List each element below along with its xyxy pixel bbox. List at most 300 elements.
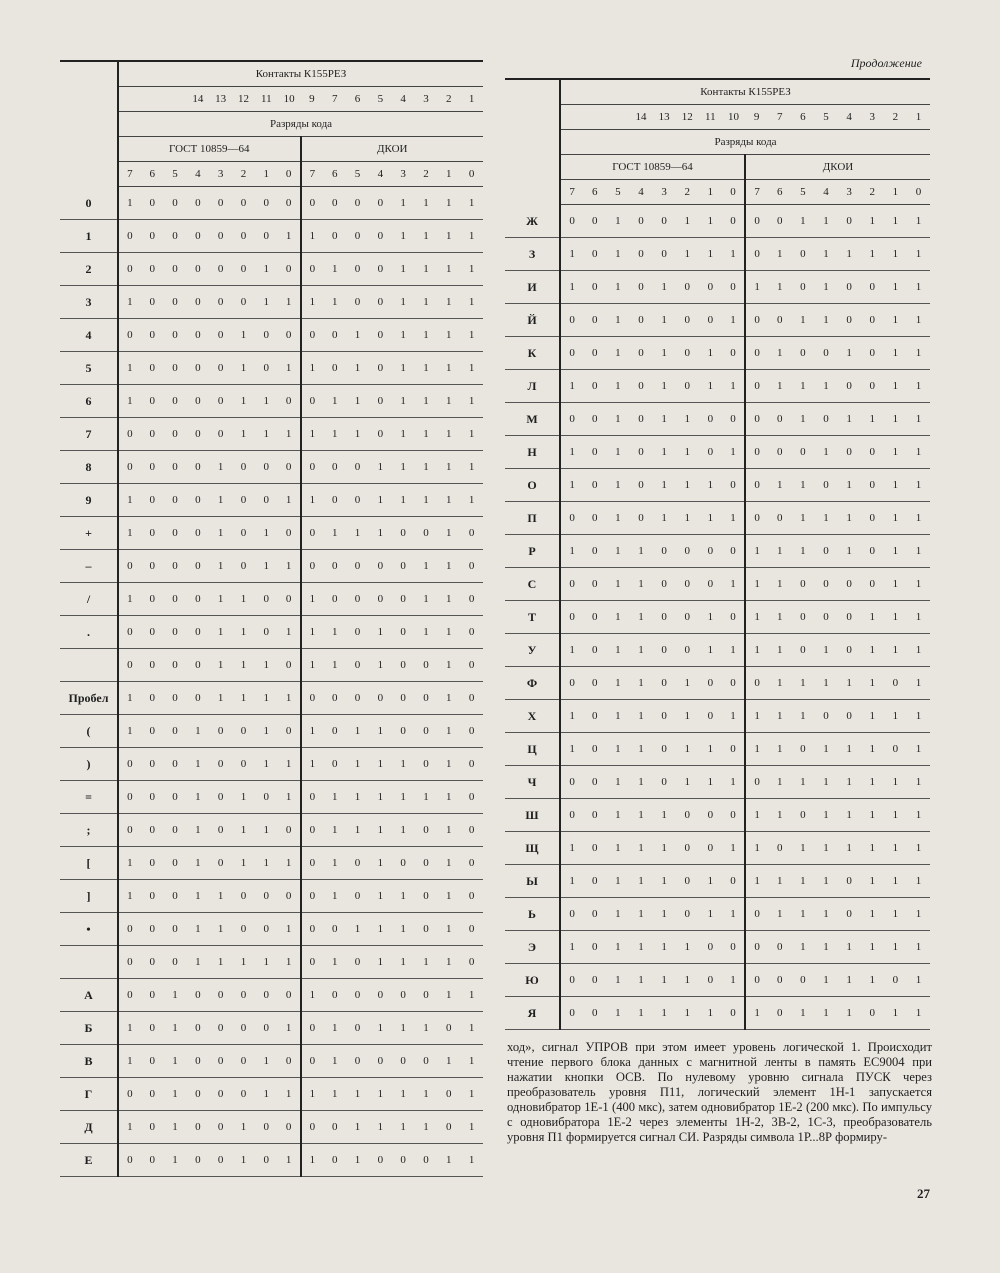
dkoi-bit: 0 — [460, 550, 483, 583]
contact-number: 7 — [768, 105, 791, 130]
gost-bit: 0 — [164, 319, 187, 352]
dkoi-bit: 1 — [907, 997, 930, 1030]
dkoi-bit: 0 — [814, 535, 837, 568]
dkoi-bit: 1 — [346, 418, 369, 451]
gost-bit: 1 — [209, 484, 232, 517]
header-blank — [505, 155, 560, 180]
digits-label: Разряды кода — [118, 112, 483, 137]
bit-number: 4 — [629, 180, 652, 205]
contact-number: 10 — [278, 87, 301, 112]
dkoi-bit: 1 — [415, 616, 438, 649]
dkoi-bit: 0 — [369, 682, 392, 715]
dkoi-bit: 0 — [392, 715, 415, 748]
dkoi-bit: 1 — [745, 601, 768, 634]
dkoi-bit: 0 — [301, 451, 324, 484]
dkoi-bit: 1 — [861, 205, 884, 238]
dkoi-bit: 0 — [460, 946, 483, 979]
row-symbol: ] — [60, 880, 118, 913]
gost-bit: 1 — [722, 766, 745, 799]
dkoi-bit: 0 — [415, 517, 438, 550]
gost-bit: 0 — [164, 385, 187, 418]
header-blank — [60, 87, 118, 112]
gost-bit: 0 — [629, 370, 652, 403]
dkoi-bit: 1 — [768, 370, 791, 403]
gost-bit: 0 — [164, 814, 187, 847]
contact-number: 9 — [745, 105, 768, 130]
table-row — [60, 616, 483, 649]
dkoi-bit: 0 — [323, 352, 346, 385]
gost-bit: 0 — [255, 451, 278, 484]
gost-bit: 0 — [186, 979, 209, 1012]
table-row — [60, 253, 483, 286]
gost-bit: 1 — [676, 700, 699, 733]
table-row — [505, 502, 930, 535]
row-symbol: Ш — [505, 799, 560, 832]
dkoi-bit: 0 — [346, 484, 369, 517]
dkoi-bit: 1 — [861, 733, 884, 766]
table-row — [60, 880, 483, 913]
dkoi-bit: 1 — [814, 997, 837, 1030]
gost-bit: 0 — [186, 682, 209, 715]
gost-bit: 0 — [629, 436, 652, 469]
gost-bit: 0 — [141, 682, 164, 715]
dkoi-bit: 0 — [791, 601, 814, 634]
gost-bit: 0 — [560, 667, 583, 700]
dkoi-bit: 1 — [415, 253, 438, 286]
dkoi-bit: 0 — [745, 931, 768, 964]
gost-bit: 1 — [209, 550, 232, 583]
gost-bit: 0 — [141, 1078, 164, 1111]
dkoi-bit: 0 — [346, 1012, 369, 1045]
dkoi-bit: 0 — [369, 1045, 392, 1078]
gost-bit: 1 — [629, 766, 652, 799]
row-symbol: Я — [505, 997, 560, 1030]
dkoi-bit: 1 — [301, 715, 324, 748]
gost-bit: 1 — [606, 271, 629, 304]
gost-bit: 1 — [209, 913, 232, 946]
gost-bit: 0 — [583, 634, 606, 667]
dkoi-bit: 1 — [392, 385, 415, 418]
gost-bit: 0 — [164, 946, 187, 979]
dkoi-bit: 1 — [768, 601, 791, 634]
gost-bit: 0 — [209, 847, 232, 880]
gost-bit: 0 — [629, 205, 652, 238]
gost-bit: 1 — [118, 484, 141, 517]
dkoi-bit: 1 — [791, 304, 814, 337]
gost-bit: 0 — [232, 1045, 255, 1078]
row-symbol: ) — [60, 748, 118, 781]
gost-bit: 0 — [232, 220, 255, 253]
dkoi-label: ДКОИ — [745, 155, 930, 180]
row-symbol — [60, 946, 118, 979]
gost-bit: 0 — [560, 568, 583, 601]
gost-bit: 1 — [186, 814, 209, 847]
gost-bit: 1 — [699, 898, 722, 931]
dkoi-bit: 0 — [369, 319, 392, 352]
gost-bit: 0 — [583, 931, 606, 964]
gost-bit: 1 — [560, 370, 583, 403]
dkoi-bit: 1 — [861, 601, 884, 634]
gost-bit: 1 — [676, 733, 699, 766]
dkoi-bit: 1 — [323, 1078, 346, 1111]
gost-bit: 0 — [118, 781, 141, 814]
dkoi-bit: 0 — [460, 583, 483, 616]
table-row — [505, 436, 930, 469]
gost-bit: 1 — [232, 385, 255, 418]
gost-bit: 1 — [255, 814, 278, 847]
dkoi-bit: 1 — [884, 469, 907, 502]
gost-bit: 0 — [583, 271, 606, 304]
gost-bit: 1 — [255, 682, 278, 715]
dkoi-bit: 0 — [346, 946, 369, 979]
gost-bit: 1 — [653, 403, 676, 436]
dkoi-bit: 0 — [415, 715, 438, 748]
dkoi-bit: 0 — [323, 187, 346, 220]
gost-bit: 1 — [653, 502, 676, 535]
dkoi-bit: 1 — [814, 271, 837, 304]
dkoi-bit: 1 — [392, 946, 415, 979]
continued-label: Продолжение — [850, 56, 922, 70]
gost-bit: 1 — [606, 205, 629, 238]
table-row — [60, 583, 483, 616]
gost-bit: 0 — [141, 979, 164, 1012]
table-row — [60, 484, 483, 517]
dkoi-bit: 1 — [884, 271, 907, 304]
dkoi-bit: 0 — [437, 1012, 460, 1045]
gost-bit: 0 — [583, 799, 606, 832]
gost-bit: 0 — [186, 1144, 209, 1177]
gost-bit: 1 — [118, 682, 141, 715]
gost-bit: 1 — [209, 649, 232, 682]
gost-bit: 1 — [722, 964, 745, 997]
gost-bit: 0 — [232, 286, 255, 319]
header-blank — [505, 105, 560, 130]
gost-bit: 0 — [141, 880, 164, 913]
gost-bit: 1 — [232, 319, 255, 352]
gost-bit: 0 — [209, 1045, 232, 1078]
gost-bit: 0 — [722, 997, 745, 1030]
gost-bit: 0 — [141, 484, 164, 517]
gost-bit: 1 — [606, 370, 629, 403]
gost-bit: 0 — [722, 535, 745, 568]
dkoi-bit: 0 — [301, 946, 324, 979]
dkoi-bit: 1 — [907, 766, 930, 799]
gost-bit: 1 — [629, 931, 652, 964]
dkoi-bit: 1 — [323, 1045, 346, 1078]
dkoi-bit: 1 — [884, 502, 907, 535]
gost-bit: 1 — [278, 286, 301, 319]
bit-number: 5 — [164, 162, 187, 187]
table-row — [60, 814, 483, 847]
dkoi-bit: 1 — [437, 847, 460, 880]
dkoi-bit: 1 — [745, 700, 768, 733]
gost-bit: 0 — [278, 1111, 301, 1144]
bit-number: 5 — [791, 180, 814, 205]
dkoi-bit: 1 — [907, 733, 930, 766]
dkoi-bit: 1 — [301, 1078, 324, 1111]
gost-bit: 0 — [676, 304, 699, 337]
dkoi-bit: 1 — [861, 898, 884, 931]
header-blank — [60, 112, 118, 137]
gost-bit: 1 — [186, 946, 209, 979]
dkoi-bit: 0 — [369, 550, 392, 583]
dkoi-bit: 1 — [838, 337, 861, 370]
gost-bit: 0 — [141, 286, 164, 319]
dkoi-bit: 0 — [392, 583, 415, 616]
dkoi-bit: 1 — [392, 253, 415, 286]
dkoi-bit: 1 — [907, 832, 930, 865]
dkoi-bit: 1 — [884, 700, 907, 733]
dkoi-bit: 1 — [838, 997, 861, 1030]
gost-bit: 0 — [164, 847, 187, 880]
gost-bit: 1 — [629, 832, 652, 865]
gost-bit: 0 — [255, 352, 278, 385]
dkoi-bit: 0 — [814, 568, 837, 601]
dkoi-bit: 0 — [301, 385, 324, 418]
dkoi-bit: 0 — [745, 502, 768, 535]
dkoi-bit: 0 — [838, 205, 861, 238]
dkoi-bit: 0 — [301, 550, 324, 583]
gost-bit: 0 — [722, 865, 745, 898]
row-symbol: [ — [60, 847, 118, 880]
dkoi-bit: 1 — [907, 568, 930, 601]
dkoi-bit: 1 — [437, 451, 460, 484]
gost-bit: 0 — [164, 352, 187, 385]
dkoi-bit: 1 — [437, 946, 460, 979]
gost-bit: 1 — [629, 535, 652, 568]
gost-bit: 1 — [278, 1078, 301, 1111]
bit-number: 5 — [346, 162, 369, 187]
dkoi-bit: 1 — [861, 964, 884, 997]
contact-number: 12 — [676, 105, 699, 130]
gost-bit: 1 — [699, 502, 722, 535]
dkoi-bit: 1 — [392, 748, 415, 781]
gost-bit: 0 — [255, 220, 278, 253]
table-row — [505, 766, 930, 799]
dkoi-bit: 1 — [838, 502, 861, 535]
dkoi-bit: 1 — [392, 1111, 415, 1144]
gost-bit: 0 — [118, 220, 141, 253]
gost-bit: 0 — [118, 451, 141, 484]
bit-number: 4 — [186, 162, 209, 187]
gost-bit: 1 — [232, 583, 255, 616]
gost-bit: 0 — [164, 913, 187, 946]
bit-number: 1 — [699, 180, 722, 205]
dkoi-bit: 0 — [301, 682, 324, 715]
spacer — [118, 87, 186, 112]
dkoi-bit: 1 — [814, 304, 837, 337]
gost-bit: 0 — [255, 781, 278, 814]
gost-bit: 1 — [676, 997, 699, 1030]
bit-number: 0 — [460, 162, 483, 187]
dkoi-bit: 1 — [346, 319, 369, 352]
dkoi-bit: 1 — [814, 931, 837, 964]
dkoi-bit: 0 — [415, 913, 438, 946]
dkoi-bit: 1 — [907, 865, 930, 898]
bit-number: 7 — [301, 162, 324, 187]
dkoi-bit: 1 — [437, 616, 460, 649]
gost-bit: 1 — [186, 847, 209, 880]
dkoi-bit: 0 — [346, 220, 369, 253]
dkoi-bit: 0 — [861, 502, 884, 535]
dkoi-bit: 0 — [415, 1144, 438, 1177]
gost-bit: 1 — [255, 847, 278, 880]
table-row — [60, 1078, 483, 1111]
gost-bit: 1 — [653, 436, 676, 469]
gost-bit: 0 — [583, 502, 606, 535]
row-symbol: 6 — [60, 385, 118, 418]
header-blank — [60, 137, 118, 162]
dkoi-bit: 1 — [460, 418, 483, 451]
dkoi-bit: 1 — [460, 451, 483, 484]
gost-bit: 1 — [560, 469, 583, 502]
contact-number: 10 — [722, 105, 745, 130]
gost-bit: 0 — [164, 418, 187, 451]
gost-bit: 1 — [629, 700, 652, 733]
dkoi-bit: 1 — [437, 979, 460, 1012]
gost-bit: 0 — [255, 319, 278, 352]
dkoi-bit: 0 — [768, 205, 791, 238]
gost-bit: 0 — [164, 286, 187, 319]
row-symbol: Г — [60, 1078, 118, 1111]
dkoi-bit: 1 — [437, 484, 460, 517]
dkoi-bit: 1 — [907, 370, 930, 403]
dkoi-bit: 0 — [745, 238, 768, 271]
table-row — [60, 1045, 483, 1078]
row-symbol: / — [60, 583, 118, 616]
gost-bit: 0 — [118, 253, 141, 286]
gost-bit: 1 — [560, 733, 583, 766]
dkoi-bit: 1 — [369, 946, 392, 979]
dkoi-bit: 1 — [460, 319, 483, 352]
gost-bit: 0 — [583, 370, 606, 403]
gost-bit: 0 — [118, 748, 141, 781]
dkoi-bit: 0 — [861, 469, 884, 502]
dkoi-bit: 1 — [884, 403, 907, 436]
gost-bit: 1 — [118, 847, 141, 880]
dkoi-bit: 1 — [460, 385, 483, 418]
dkoi-bit: 0 — [768, 931, 791, 964]
dkoi-bit: 1 — [884, 634, 907, 667]
row-symbol: ; — [60, 814, 118, 847]
gost-bit: 0 — [232, 913, 255, 946]
table-row — [60, 979, 483, 1012]
gost-bit: 0 — [164, 253, 187, 286]
gost-bit: 1 — [164, 1012, 187, 1045]
gost-label: ГОСТ 10859—64 — [560, 155, 745, 180]
spacer — [560, 105, 629, 130]
dkoi-bit: 1 — [392, 418, 415, 451]
dkoi-bit: 0 — [745, 403, 768, 436]
table-row — [505, 403, 930, 436]
dkoi-bit: 1 — [437, 748, 460, 781]
dkoi-bit: 1 — [884, 799, 907, 832]
gost-bit: 1 — [164, 1144, 187, 1177]
dkoi-bit: 1 — [437, 286, 460, 319]
gost-bit: 1 — [164, 1078, 187, 1111]
gost-bit: 0 — [583, 766, 606, 799]
table-row — [505, 667, 930, 700]
gost-bit: 0 — [583, 568, 606, 601]
dkoi-bit: 1 — [907, 436, 930, 469]
dkoi-bit: 0 — [301, 517, 324, 550]
table-row — [505, 271, 930, 304]
dkoi-bit: 1 — [791, 700, 814, 733]
gost-bit: 0 — [255, 1012, 278, 1045]
gost-bit: 0 — [653, 205, 676, 238]
dkoi-bit: 0 — [768, 403, 791, 436]
header-blank — [60, 61, 118, 87]
gost-bit: 1 — [232, 946, 255, 979]
gost-bit: 1 — [186, 880, 209, 913]
table-row — [505, 931, 930, 964]
gost-bit: 0 — [164, 616, 187, 649]
dkoi-bit: 0 — [460, 880, 483, 913]
gost-bit: 0 — [232, 484, 255, 517]
gost-bit: 0 — [255, 979, 278, 1012]
gost-bit: 1 — [653, 799, 676, 832]
dkoi-bit: 1 — [323, 418, 346, 451]
gost-bit: 0 — [583, 700, 606, 733]
gost-bit: 1 — [278, 847, 301, 880]
dkoi-bit: 0 — [745, 436, 768, 469]
gost-bit: 0 — [186, 253, 209, 286]
gost-bit: 1 — [629, 634, 652, 667]
dkoi-bit: 1 — [745, 634, 768, 667]
gost-bit: 0 — [186, 1045, 209, 1078]
gost-bit: 0 — [186, 1078, 209, 1111]
row-symbol: 3 — [60, 286, 118, 319]
bit-number: 1 — [437, 162, 460, 187]
dkoi-bit: 0 — [814, 700, 837, 733]
gost-bit: 1 — [209, 583, 232, 616]
gost-bit: 0 — [209, 748, 232, 781]
gost-bit: 0 — [141, 814, 164, 847]
gost-bit: 0 — [141, 583, 164, 616]
gost-bit: 1 — [255, 1045, 278, 1078]
gost-bit: 0 — [232, 979, 255, 1012]
dkoi-bit: 1 — [861, 700, 884, 733]
gost-bit: 1 — [629, 898, 652, 931]
dkoi-bit: 0 — [392, 847, 415, 880]
dkoi-bit: 0 — [415, 814, 438, 847]
dkoi-bit: 0 — [861, 535, 884, 568]
header-blank — [505, 79, 560, 105]
gost-bit: 1 — [699, 601, 722, 634]
gost-bit: 1 — [606, 964, 629, 997]
dkoi-bit: 1 — [415, 319, 438, 352]
gost-bit: 0 — [209, 319, 232, 352]
dkoi-bit: 1 — [392, 319, 415, 352]
gost-bit: 1 — [118, 517, 141, 550]
gost-bit: 1 — [606, 700, 629, 733]
dkoi-bit: 1 — [884, 370, 907, 403]
table-row — [505, 733, 930, 766]
gost-bit: 0 — [583, 733, 606, 766]
dkoi-bit: 1 — [437, 1045, 460, 1078]
dkoi-bit: 1 — [369, 847, 392, 880]
gost-bit: 0 — [699, 436, 722, 469]
gost-bit: 0 — [278, 385, 301, 418]
dkoi-bit: 1 — [301, 1144, 324, 1177]
gost-bit: 0 — [583, 238, 606, 271]
header-row-contacts-numbers — [60, 87, 483, 112]
gost-bit: 1 — [722, 502, 745, 535]
dkoi-bit: 1 — [346, 1111, 369, 1144]
dkoi-bit: 1 — [346, 814, 369, 847]
dkoi-bit: 0 — [369, 253, 392, 286]
gost-bit: 0 — [141, 1012, 164, 1045]
